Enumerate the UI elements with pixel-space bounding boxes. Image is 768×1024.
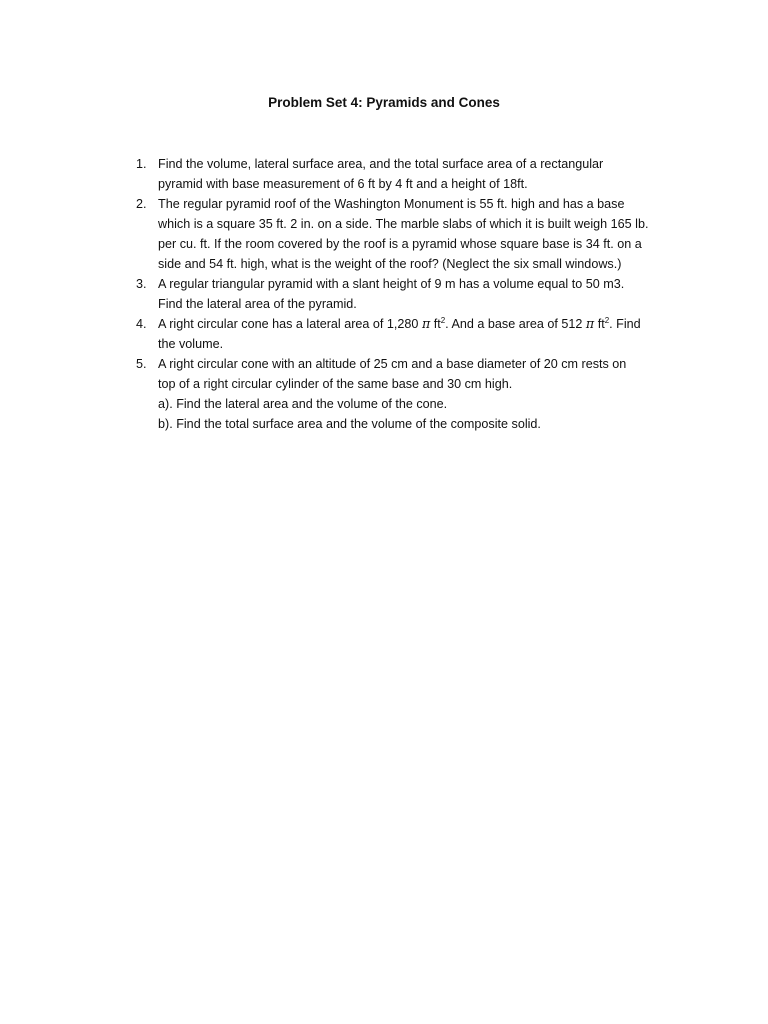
problem-item-5	[136, 354, 696, 434]
sub-question-a: a). Find the lateral area and the volume of the cone.	[158, 397, 448, 411]
problem-text-line: pyramid with base measurement of 6 ft by 4 ft and a height of 18ft.	[158, 177, 528, 191]
problem-text-line	[158, 314, 696, 334]
exponent: 2	[440, 315, 446, 325]
page-title	[0, 94, 768, 112]
problem-text-line: the volume.	[158, 337, 224, 351]
problem-text-line: The regular pyramid roof of the Washington Monument is 55 ft. high and has a base	[158, 197, 625, 211]
sub-question-b: b). Find the total surface area and the volume of the composite solid.	[158, 417, 541, 431]
problem-number: 3.	[136, 277, 147, 291]
base-area-text: . And a base area of 512	[445, 317, 583, 331]
problem-item-4	[136, 314, 696, 354]
problem-item-3	[136, 274, 696, 314]
problem-number: 2.	[136, 197, 147, 211]
problem-item-2	[136, 194, 696, 274]
problem-number: 1.	[136, 157, 147, 171]
problem-text-line: Find the lateral area of the pyramid.	[158, 297, 357, 311]
exponent: 2	[604, 315, 610, 325]
pi-symbol: π	[585, 316, 595, 331]
problem-text-line: A right circular cone with an altitude of 25 cm and a base diameter of 20 cm rests on	[158, 357, 627, 371]
unit-text: ft	[433, 317, 441, 331]
problem-text-line: which is a square 35 ft. 2 in. on a side. The marble slabs of which it is built weigh 165 lb.	[158, 217, 649, 231]
problem-item-1	[136, 154, 696, 194]
pi-symbol: π	[421, 316, 431, 331]
problem-text-line: per cu. ft. If the room covered by the roof is a pyramid whose square base is 34 ft. on a	[158, 237, 642, 251]
problem-list	[136, 154, 696, 434]
lateral-area-text: A right circular cone has a lateral area of 1,280	[158, 317, 419, 331]
find-text: . Find	[609, 317, 641, 331]
problem-number: 4.	[136, 317, 147, 331]
problem-number: 5.	[136, 357, 147, 371]
problem-text-line: A regular triangular pyramid with a slant height of 9 m has a volume equal to 50 m3.	[158, 277, 625, 291]
page-title-text: Problem Set 4: Pyramids and Cones	[268, 95, 500, 110]
problem-text-line: top of a right circular cylinder of the same base and 30 cm high.	[158, 377, 513, 391]
unit-text: ft	[597, 317, 605, 331]
problem-text-line: side and 54 ft. high, what is the weight of the roof? (Neglect the six small windows.)	[158, 257, 622, 271]
problem-text-line: Find the volume, lateral surface area, and the total surface area of a rectangular	[158, 157, 604, 171]
